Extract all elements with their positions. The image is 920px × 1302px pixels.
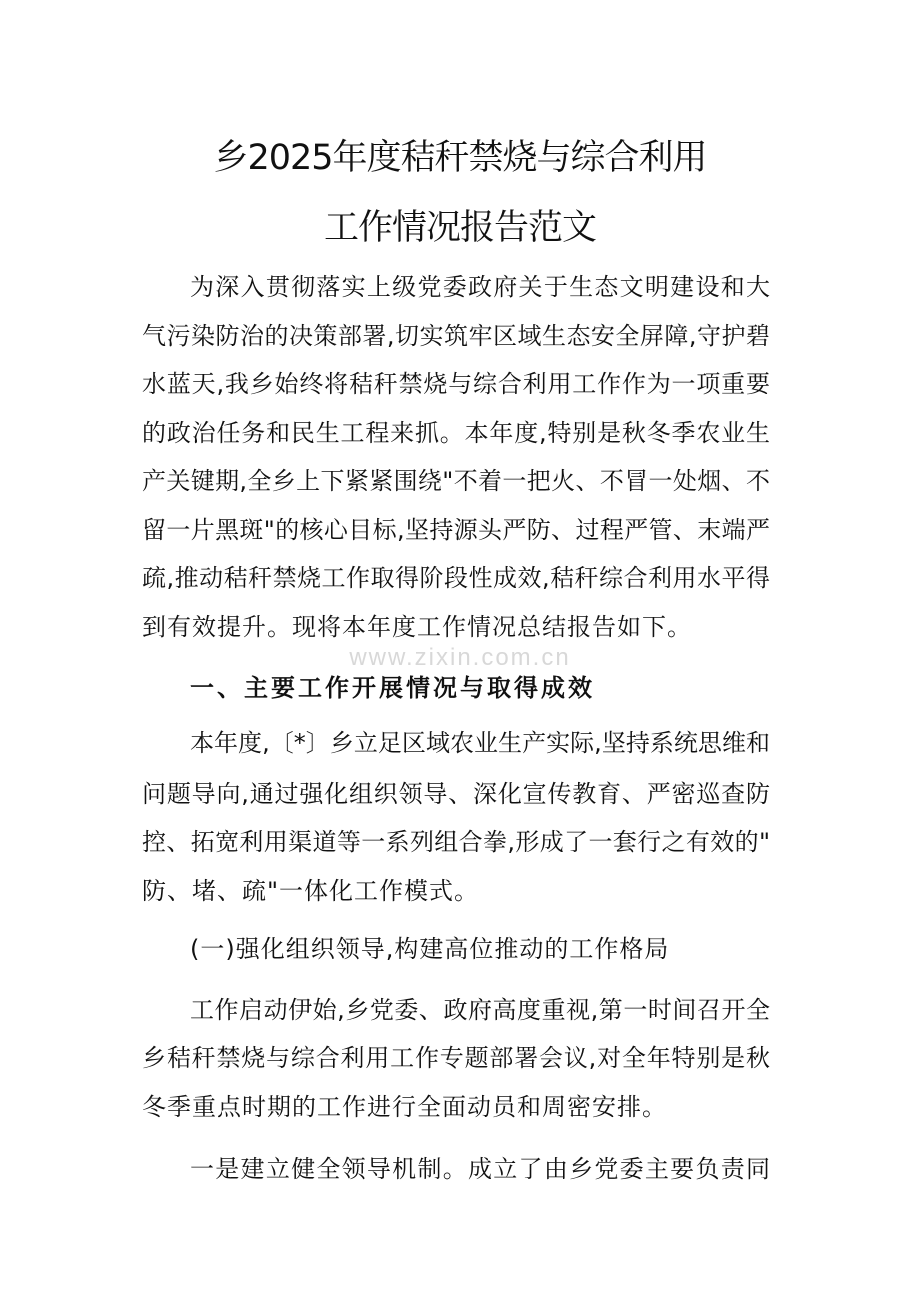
body-line: 本年度,〔*〕乡立足区域农业生产实际,坚持系统思维和 bbox=[190, 729, 770, 757]
body-line: 工作启动伊始,乡党委、政府高度重视,第一时间召开全 bbox=[190, 996, 770, 1024]
body-line: 冬季重点时期的工作进行全面动员和周密安排。 bbox=[142, 1093, 667, 1121]
body-line: 乡秸秆禁烧与综合利用工作专题部署会议,对全年特别是秋 bbox=[142, 1044, 770, 1072]
body-line: 疏,推动秸秆禁烧工作取得阶段性成效,秸秆综合利用水平得 bbox=[142, 564, 770, 592]
watermark: www.zixin.com.cn bbox=[349, 644, 571, 671]
body-line: 到有效提升。现将本年度工作情况总结报告如下。 bbox=[142, 613, 692, 641]
body-line: 一是建立健全领导机制。成立了由乡党委主要负责同 bbox=[190, 1155, 770, 1183]
body-line: 为深入贯彻落实上级党委政府关于生态文明建设和大 bbox=[190, 273, 770, 301]
document-title-line-2: 工作情况报告范文 bbox=[323, 208, 596, 248]
body-line: 产关键期,全乡上下紧紧围绕"不着一把火、不冒一处烟、不 bbox=[142, 467, 770, 495]
body-line: 问题导向,通过强化组织领导、深化宣传教育、严密巡查防 bbox=[142, 780, 770, 808]
body-line: 控、拓宽利用渠道等一系列组合拳,形成了一套行之有效的" bbox=[142, 828, 770, 856]
body-line: 的政治任务和民生工程来抓。本年度,特别是秋冬季农业生 bbox=[142, 419, 770, 447]
subsection-heading: (一)强化组织领导,构建高位推动的工作格局 bbox=[190, 935, 670, 963]
body-line: 留一片黑斑"的核心目标,坚持源头严防、过程严管、末端严 bbox=[142, 516, 770, 544]
section-heading: 一、主要工作开展情况与取得成效 bbox=[190, 674, 595, 702]
body-line: 气污染防治的决策部署,切实筑牢区域生态安全屏障,守护碧 bbox=[142, 322, 770, 350]
body-line: 防、堵、疏"一体化工作模式。 bbox=[142, 877, 480, 905]
body-line: 水蓝天,我乡始终将秸秆禁烧与综合利用工作作为一项重要 bbox=[142, 370, 770, 398]
document-title-line-1: 乡2025年度秸秆禁烧与综合利用 bbox=[213, 138, 707, 178]
